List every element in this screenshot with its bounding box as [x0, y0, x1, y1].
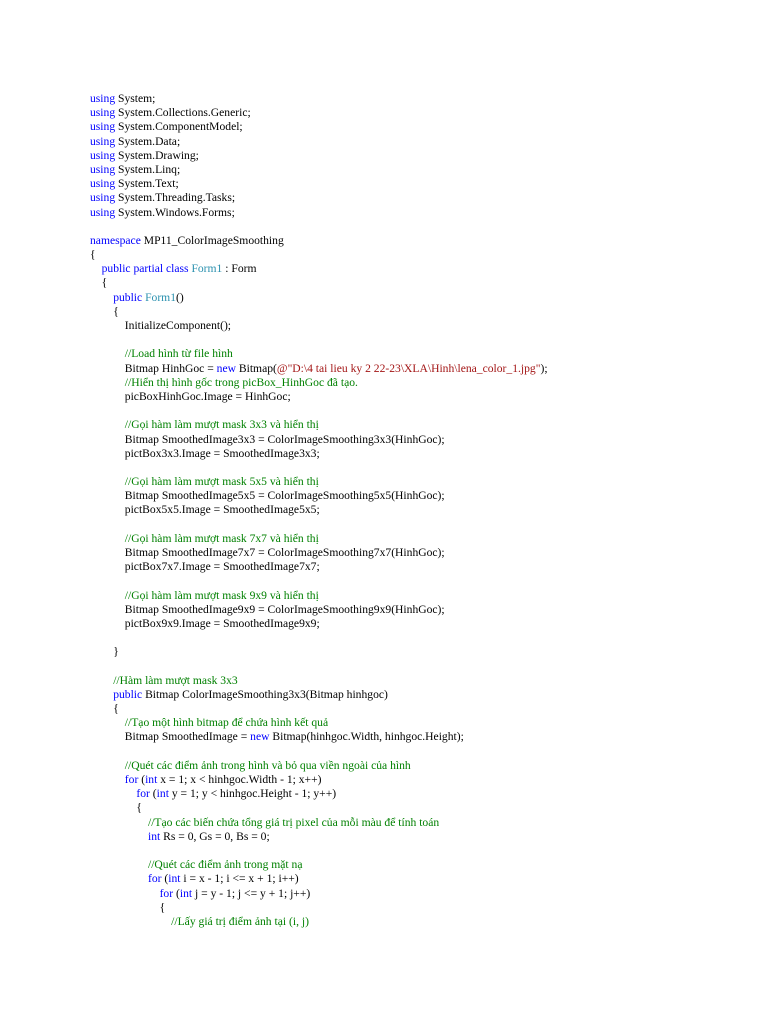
code-text: System.Data; — [115, 134, 181, 148]
code-line — [90, 816, 750, 830]
code-text — [90, 716, 125, 729]
code-text: picBoxHinhGoc.Image = HinhGoc; — [90, 389, 291, 403]
code-text: Bitmap HinhGoc = — [90, 361, 217, 375]
code-text: { — [90, 276, 108, 290]
code-text: Bitmap SmoothedImage = — [90, 730, 251, 744]
code-line — [90, 830, 750, 844]
code-line — [90, 234, 750, 248]
code-keyword: new — [216, 361, 236, 375]
code-comment: //Tạo một hình bitmap để chứa hình kết quả — [124, 716, 329, 730]
code-text: } — [90, 645, 119, 659]
code-line — [90, 660, 750, 674]
code-keyword: for — [147, 872, 162, 886]
code-keyword: for — [159, 886, 174, 900]
code-keyword: for — [136, 787, 150, 801]
code-text: System.Threading.Tasks; — [115, 191, 236, 205]
code-text: { — [90, 900, 166, 914]
code-text: ( — [138, 773, 146, 786]
code-comment: //Quét các điểm ảnh trong mặt nạ — [147, 858, 303, 872]
code-text: ( — [173, 886, 180, 900]
code-keyword: using — [90, 120, 116, 134]
code-line — [90, 248, 750, 262]
code-line — [90, 560, 750, 574]
code-text: ( — [149, 787, 157, 801]
code-text: pictBox9x9.Image = SmoothedImage9x9; — [90, 616, 320, 630]
code-line — [90, 901, 750, 915]
code-text: i = x - 1; i <= x + 1; i++) — [180, 872, 299, 886]
code-text: x = 1; x < hinhgoc.Width - 1; x++) — [157, 773, 322, 786]
code-line — [90, 347, 750, 361]
code-keyword: new — [250, 730, 270, 744]
code-keyword: using — [90, 106, 116, 120]
code-text: y = 1; y < hinhgoc.Height - 1; y++) — [168, 787, 337, 801]
code-type: Form1 — [191, 262, 223, 276]
code-text: Bitmap SmoothedImage5x5 = ColorImageSmoothing5x5(HinhGoc); — [90, 489, 445, 503]
code-line — [90, 390, 750, 404]
code-line — [90, 716, 750, 730]
code-text — [90, 532, 125, 545]
code-keyword: using — [90, 92, 116, 105]
code-line — [90, 532, 750, 546]
code-line — [90, 206, 750, 220]
code-text: System.Drawing; — [115, 148, 199, 162]
code-comment: //Gọi hàm làm mượt mask 9x9 và hiển thị — [124, 588, 319, 602]
code-line — [90, 589, 750, 603]
code-text: MP11_ColorImageSmoothing — [140, 233, 284, 247]
code-keyword: for — [124, 773, 139, 786]
code-text: System.ComponentModel; — [115, 120, 243, 134]
code-text: System.Collections.Generic; — [115, 106, 251, 120]
code-text — [90, 376, 125, 389]
code-comment: //Gọi hàm làm mượt mask 7x7 và hiển thị — [124, 531, 319, 545]
code-keyword: public — [113, 687, 143, 701]
code-comment: //Gọi hàm làm mượt mask 5x5 và hiển thị — [124, 475, 319, 489]
code-text — [90, 915, 171, 928]
code-text: InitializeComponent(); — [90, 319, 232, 332]
code-text: Bitmap SmoothedImage9x9 = ColorImageSmoothing9x9(HinhGoc); — [90, 602, 445, 616]
code-keyword: using — [90, 191, 116, 205]
code-text: Bitmap SmoothedImage7x7 = ColorImageSmoothing7x7(HinhGoc); — [90, 546, 445, 559]
code-line — [90, 518, 750, 532]
code-line — [90, 447, 750, 461]
code-keyword: using — [90, 134, 116, 148]
code-text: { — [90, 702, 119, 716]
code-keyword: int — [156, 787, 169, 801]
code-text — [90, 589, 125, 602]
code-text: () — [176, 290, 184, 304]
code-keyword: public partial class — [101, 262, 189, 276]
code-keyword: using — [90, 162, 116, 176]
code-line — [90, 915, 750, 929]
code-keyword: int — [168, 872, 181, 886]
code-line — [90, 745, 750, 759]
code-text — [90, 291, 113, 304]
code-line — [90, 489, 750, 503]
code-text — [90, 475, 125, 488]
code-text: pictBox5x5.Image = SmoothedImage5x5; — [90, 503, 320, 517]
code-line — [90, 305, 750, 319]
code-line — [90, 433, 750, 447]
code-line — [90, 475, 750, 489]
code-keyword: namespace — [90, 233, 141, 247]
code-line — [90, 503, 750, 517]
code-text: { — [90, 304, 119, 318]
code-line — [90, 872, 750, 886]
code-text: System.Text; — [115, 177, 179, 191]
code-line — [90, 844, 750, 858]
code-line — [90, 730, 750, 744]
code-comment: //Gọi hàm làm mượt mask 3x3 và hiển thị — [124, 418, 319, 432]
code-line — [90, 617, 750, 631]
code-text — [90, 674, 113, 687]
code-listing — [90, 92, 750, 929]
code-keyword: int — [147, 829, 161, 843]
code-text — [90, 887, 160, 900]
code-text: System.Windows.Forms; — [115, 205, 235, 219]
code-line — [90, 887, 750, 901]
code-comment: //Quét các điểm ảnh trong hình và bỏ qua viền ngoài của hình — [124, 758, 411, 772]
code-text: Bitmap( — [235, 361, 277, 375]
code-keyword: int — [179, 886, 193, 900]
code-line — [90, 135, 750, 149]
code-text — [90, 858, 148, 871]
code-text — [90, 688, 113, 701]
code-text — [90, 347, 125, 360]
code-text: { — [90, 248, 96, 262]
code-line — [90, 92, 750, 106]
code-text: j = y - 1; j <= y + 1; j++) — [192, 886, 311, 900]
code-line — [90, 291, 750, 305]
code-keyword: using — [90, 205, 116, 219]
code-keyword: using — [90, 177, 116, 191]
code-line — [90, 603, 750, 617]
code-line — [90, 276, 750, 290]
code-line — [90, 376, 750, 390]
code-text: : Form — [222, 262, 257, 276]
code-line — [90, 262, 750, 276]
code-line — [90, 220, 750, 234]
code-line — [90, 546, 750, 560]
code-text: ( — [161, 872, 169, 886]
code-line — [90, 461, 750, 475]
code-text — [90, 830, 148, 843]
code-text: pictBox3x3.Image = SmoothedImage3x3; — [90, 446, 320, 460]
code-keyword: public — [113, 290, 143, 304]
code-text: System; — [115, 92, 156, 105]
code-line — [90, 333, 750, 347]
code-line — [90, 702, 750, 716]
code-text: Bitmap(hinhgoc.Width, hinhgoc.Height); — [269, 730, 464, 744]
code-text: pictBox7x7.Image = SmoothedImage7x7; — [90, 560, 320, 574]
code-line — [90, 404, 750, 418]
code-text — [90, 787, 136, 800]
code-line — [90, 362, 750, 376]
code-line — [90, 319, 750, 333]
code-line — [90, 163, 750, 177]
code-line — [90, 858, 750, 872]
code-line — [90, 759, 750, 773]
code-line — [90, 645, 750, 659]
code-line — [90, 120, 750, 134]
code-line — [90, 574, 750, 588]
code-text: Rs = 0, Gs = 0, Bs = 0; — [160, 829, 270, 843]
code-comment: //Hàm làm mượt mask 3x3 — [113, 673, 238, 687]
code-text — [90, 759, 125, 772]
code-type: Form1 — [145, 290, 176, 304]
code-line — [90, 149, 750, 163]
code-line — [90, 177, 750, 191]
code-line — [90, 418, 750, 432]
code-comment: //Load hình từ file hình — [124, 347, 233, 361]
code-text — [90, 418, 125, 431]
code-keyword: int — [145, 773, 158, 786]
code-line — [90, 191, 750, 205]
code-text — [90, 773, 125, 786]
code-text: Bitmap SmoothedImage3x3 = ColorImageSmoothing3x3(HinhGoc); — [90, 432, 445, 446]
code-line — [90, 773, 750, 787]
code-text — [90, 872, 148, 885]
code-comment: //Hiển thị hình gốc trong picBox_HinhGoc đã tạo. — [124, 375, 358, 389]
code-string: @"D:\4 tai lieu ky 2 22-23\XLA\Hinh\lena_color_1.jpg" — [276, 361, 541, 375]
code-line — [90, 631, 750, 645]
code-line — [90, 688, 750, 702]
code-keyword: using — [90, 148, 116, 162]
code-line — [90, 801, 750, 815]
code-comment: //Lấy giá trị điểm ảnh tại (i, j) — [171, 914, 309, 928]
code-text: System.Linq; — [115, 162, 181, 176]
code-comment: //Tạo các biến chứa tổng giá trị pixel của mỗi màu để tính toán — [147, 815, 440, 829]
code-text: ); — [540, 361, 548, 375]
code-text — [90, 262, 102, 275]
code-line — [90, 106, 750, 120]
code-line — [90, 674, 750, 688]
code-line — [90, 787, 750, 801]
code-text — [90, 816, 148, 829]
code-text: { — [90, 801, 142, 815]
code-text: Bitmap ColorImageSmoothing3x3(Bitmap hinhgoc) — [142, 687, 388, 701]
